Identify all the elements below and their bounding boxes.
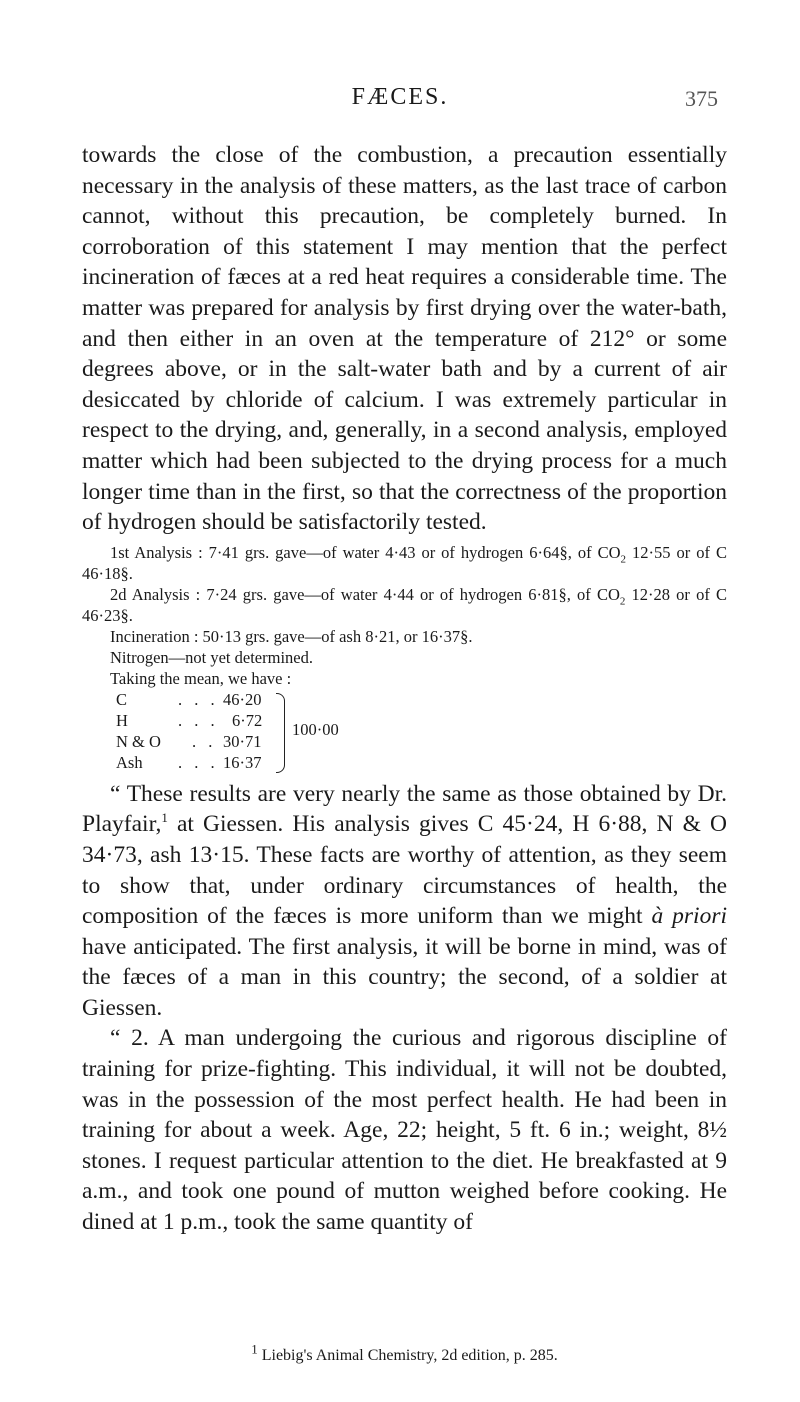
quote-1-text: “ These results are very nearly the same as those obtained by Dr. Playfair, <box>82 780 727 838</box>
footnote-text: Liebig's Animal Chemistry, 2d edition, p. 285. <box>257 1347 558 1364</box>
mean-value: 30·71 <box>223 731 262 751</box>
analysis-2 <box>82 584 727 626</box>
running-head: FÆCES. <box>351 84 449 110</box>
mean-row-ash <box>82 752 382 773</box>
leader-dots: . . . <box>178 710 219 730</box>
mean-value: 16·37 <box>223 752 262 772</box>
analysis-2-text-end: 12·28 or of C 46·23§. <box>82 584 727 625</box>
mean-symbol: C <box>116 689 128 709</box>
quote-1-text-mid: at Giessen. His analysis gives C 45·24, H 6·88, N & O 34·73, ash 13·15. These facts are worthy of attention, as they seem to show that, under ordinary circumstances of health, the composition of the fæces is more uniform than we might <box>82 811 727 930</box>
mean-table <box>82 689 727 775</box>
nitrogen-line: Nitrogen—not yet determined. <box>110 647 313 667</box>
mean-symbol: N & O <box>116 731 161 751</box>
fraction: ½ <box>709 1117 727 1144</box>
mean-intro: Taking the mean, we have : <box>110 668 292 688</box>
footnote <box>82 1341 727 1366</box>
quote-1-text-end: have anticipated. The first analysis, it will be borne in mind, was of the fæces of a man in this country; the second, of a soldier at Giessen. <box>82 933 727 1021</box>
quote-2-text-end: stones. I request particular attention to the diet. He breakfasted at 9 a.m., and took one pound of mutton weighed before cooking. He dined at 1 p.m., took the same quantity of <box>82 1147 727 1236</box>
quote-2-text: “ 2. A man undergoing the curious and rigorous discipline of training for prize-fighting. This individual, it will not be doubted, was in the possession of the most perfect health. He had been in training for about a week. Age, 22; height, 5 ft. 6 in.; weight, 8 <box>82 1025 727 1144</box>
leader-dots: . . . <box>178 689 219 709</box>
incineration-line: Incineration : 50·13 grs. gave—of ash 8·21, or 16·37§. <box>110 626 473 646</box>
analysis-2-text: 2d Analysis : 7·24 grs. gave—of water 4·44 or of hydrogen 6·81§, of CO <box>110 584 620 604</box>
page-number: 375 <box>685 86 718 111</box>
quote-paragraph-1 <box>82 779 727 1024</box>
leader-dots: . . . <box>178 752 219 772</box>
analysis-1-text-end: 12·55 or of C 46·18§. <box>82 542 727 583</box>
analysis-2-subscript: 2 <box>619 595 626 608</box>
footnote-marker: 1 <box>251 1341 258 1357</box>
main-text <box>82 140 727 1238</box>
page-header <box>0 84 800 114</box>
mean-symbol: H <box>116 710 128 730</box>
footnote-ref: 1 <box>161 810 168 826</box>
quote-paragraph-2 <box>82 1023 727 1237</box>
mean-value: 6·72 <box>232 710 263 730</box>
analysis-1-subscript: 2 <box>620 553 627 566</box>
mean-symbol: Ash <box>116 752 143 772</box>
mean-value: 46·20 <box>223 689 262 709</box>
italic-phrase: à priori <box>651 903 727 930</box>
brace-bracket <box>276 693 285 773</box>
leader-dots: . . <box>192 731 217 751</box>
mean-total: 100·00 <box>292 719 339 739</box>
analysis-1 <box>82 542 727 584</box>
analysis-1-text: 1st Analysis : 7·41 grs. gave—of water 4·43 or of hydrogen 6·64§, of CO <box>110 542 621 562</box>
mean-row-c <box>82 689 382 710</box>
paragraph-continued: towards the close of the combustion, a precaution essentially necessary in the analysis of these matters, as the last trace of carbon cannot, without this precaution, be completely burned. In corroboration of this statement I may mention that the perfect incineration of fæces at a red heat requires a considerable time. The matter was prepared for analysis by first drying over the water-bath, and then either in an oven at the temperature of 212° or some degrees above, or in the salt-water bath and by a current of air desiccated by chloride of calcium. I was extremely particular in respect to the drying, and, generally, in a second analysis, employed matter which had been subjected to the drying process for a much longer time than in the first, so that the correctness of the proportion of hydrogen should be satisfactorily tested. <box>82 142 727 536</box>
